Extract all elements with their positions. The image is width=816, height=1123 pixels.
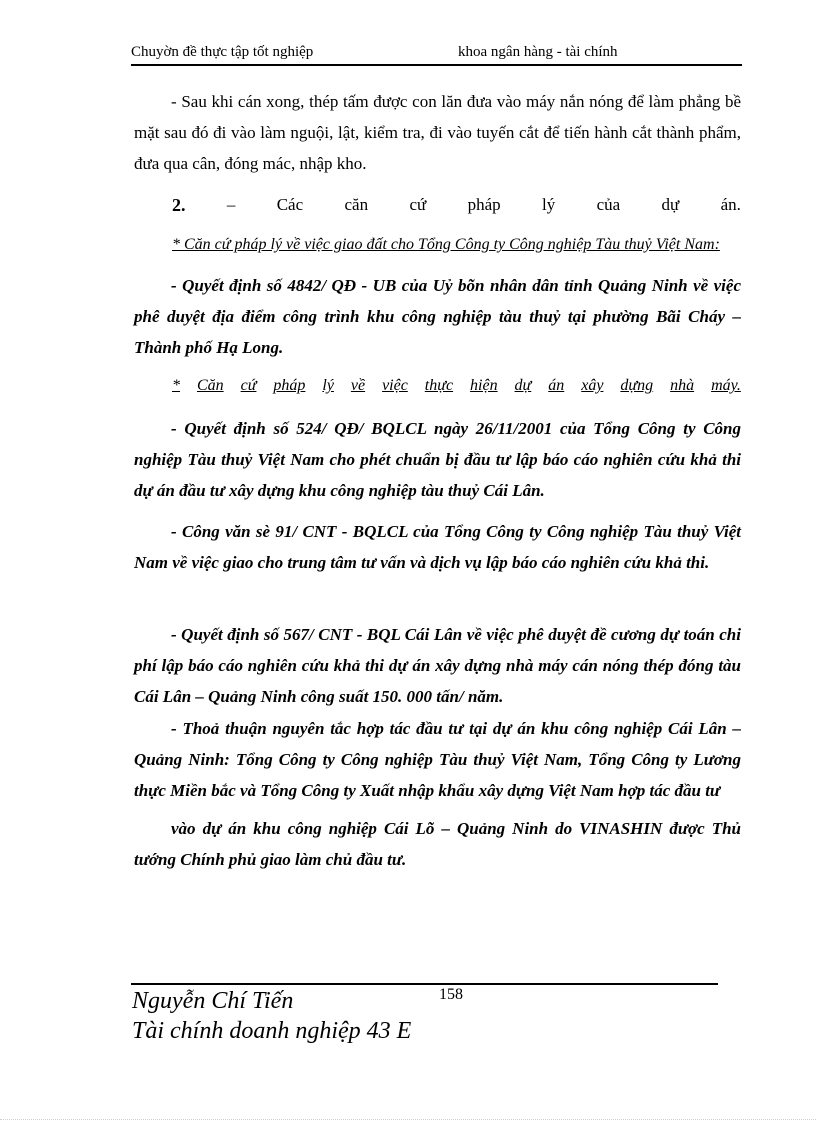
subheading-word: án	[548, 377, 565, 394]
subheading-word: *	[172, 377, 180, 394]
paragraph-dispatch-91: - Công văn sè 91/ CNT - BQLCL của Tổng Công ty Công nghiệp Tàu thuỷ Việt Nam về việc giao cho trung tâm tư vấn và dịch vụ lập báo cáo nghiên cứu khả thi.	[134, 522, 741, 572]
section-heading-word: –	[226, 195, 236, 214]
subheading-word: pháp	[273, 377, 306, 394]
paragraph-cooperation-agreement: - Thoả thuận nguyên tắc hợp tác đầu tư tại dự án khu công nghiệp Cái Lân – Quảng Ninh: Tổng Công ty Công nghiệp Tàu thuỷ Việt Nam, Tổng Công ty Lương thực Miền bắc và Tổng Công ty Xuất nhập khẩu xây dựng Việt Nam hợp tác đầu tư	[134, 719, 741, 800]
section-heading-word: dự	[661, 195, 680, 214]
page-bottom-border	[0, 1119, 816, 1120]
subheading-word: dự	[514, 377, 532, 394]
footer-rule	[131, 983, 718, 985]
paragraph-investor: vào dự án khu công nghiệp Cái Lõ – Quảng Ninh do VINASHIN được Thủ tướng Chính phủ giao làm chủ đầu tư.	[134, 819, 741, 869]
section-heading-word: Các	[276, 195, 304, 214]
subheading-word: hiện	[470, 377, 498, 394]
subheading-word: Căn	[196, 377, 224, 394]
section-heading-word: pháp	[467, 195, 501, 214]
subheading-word: việc	[382, 377, 408, 394]
paragraph-decision-524: - Quyết định số 524/ QĐ/ BQLCL ngày 26/11/2001 của Tổng Công ty Công nghiệp Tàu thuỷ Việt Nam cho phét chuẩn bị đầu tư lập báo cáo nghiên cứu khả thi dự án đầu tư xây dựng khu công nghiệp tàu thuỷ Cái Lân.	[134, 419, 741, 500]
footer-author: Nguyễn Chí Tiến	[132, 988, 294, 1014]
section-heading-word: của	[596, 195, 621, 214]
subheading-word: máy.	[711, 377, 741, 394]
page-header	[131, 42, 742, 66]
section-heading-word: cứ	[409, 195, 427, 214]
subheading-word: cứ	[240, 377, 257, 394]
paragraph-rolling-process: - Sau khi cán xong, thép tấm được con lăn đưa vào máy nắn nóng để làm phẳng bề mặt sau đó đi vào làm nguội, lật, kiểm tra, đi vào tuyến cắt để tiến hành cắt thành phẩm, đưa qua cân, đóng mác, nhập kho.	[134, 92, 741, 173]
paragraph-decision-567: - Quyết định số 567/ CNT - BQL Cái Lân về việc phê duyệt đề cương dự toán chi phí lập báo cáo nghiên cứu khả thi dự án xây dựng nhà máy cán nóng thép đóng tàu Cái Lân – Quảng Ninh công suất 150. 000 tấn/ năm.	[134, 625, 741, 706]
subheading-project-implementation	[172, 377, 741, 395]
subheading-word: về	[350, 377, 366, 394]
footer-class: Tài chính doanh nghiệp 43 E	[132, 1018, 412, 1044]
subheading-word: dựng	[620, 377, 654, 394]
page-number: 158	[439, 986, 463, 1003]
section-heading	[172, 195, 741, 219]
paragraph-decision-4842: - Quyết định số 4842/ QĐ - UB của Uỷ bõn nhân dân tỉnh Quảng Ninh về việc phê duyệt địa điểm công trình khu công nghiệp tàu thuỷ tại phường Bãi Cháy – Thành phố Hạ Long.	[134, 276, 741, 357]
subheading-word: lý	[322, 377, 334, 394]
section-heading-word: căn	[344, 195, 369, 214]
section-heading-word: lý	[542, 195, 556, 214]
subheading-land-allocation: * Căn cứ pháp lý về việc giao đất cho Tổng Công ty Công nghiệp Tàu thuỷ Việt Nam:	[172, 236, 720, 253]
subheading-word: nhà	[670, 377, 695, 394]
header-thesis-title: Chuyờn đề thực tập tốt nghiệp	[131, 44, 314, 60]
section-number: 2.	[172, 195, 186, 215]
subheading-word: thực	[424, 377, 454, 394]
subheading-word: xây	[581, 377, 604, 394]
section-heading-word: án.	[720, 195, 741, 214]
header-faculty: khoa ngân hàng - tài chính	[458, 44, 618, 60]
